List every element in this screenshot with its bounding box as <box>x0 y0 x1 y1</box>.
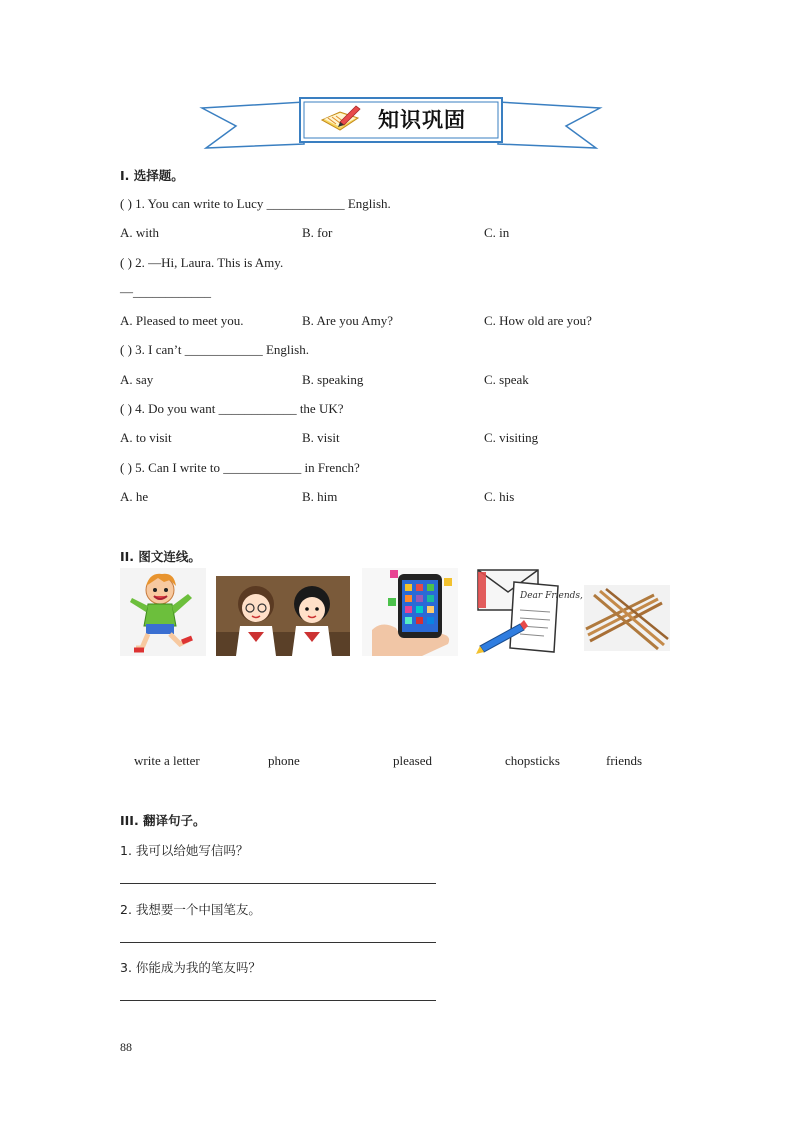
question-4-option-c: C. visiting <box>484 430 539 445</box>
section-heading-choice: I. 选择题。 <box>120 168 184 183</box>
match-word-phone: phone <box>268 753 300 768</box>
section-heading-matching: II. 图文连线。 <box>120 549 201 564</box>
question-3-stem: ( ) 3. I can’t ____________ English. <box>120 342 309 357</box>
question-4-stem: ( ) 4. Do you want ____________ the UK? <box>120 401 344 416</box>
question-1-option-a: A. with <box>120 225 159 240</box>
letter-greeting-text: Dear Friends, <box>520 591 583 601</box>
question-3-option-c: C. speak <box>484 372 529 387</box>
question-1-option-b: B. for <box>302 225 333 240</box>
match-word-friends: friends <box>606 753 643 768</box>
question-4-option-a: A. to visit <box>120 430 172 445</box>
chopsticks-icon <box>584 585 670 651</box>
answer-line-2[interactable] <box>120 942 436 943</box>
phone-icon <box>362 568 458 656</box>
section-heading-translation: III. 翻译句子。 <box>120 813 206 828</box>
notebook-pencil-icon <box>318 104 362 134</box>
question-2-option-a: A. Pleased to meet you. <box>120 313 244 328</box>
page-number: 88 <box>120 1040 132 1054</box>
question-5-option-b: B. him <box>302 489 338 504</box>
happy-boy-icon <box>120 568 206 656</box>
match-word-write-a-letter: write a letter <box>134 753 200 768</box>
question-3-option-a: A. say <box>120 372 154 387</box>
question-1-option-c: C. in <box>484 225 510 240</box>
question-2-option-b: B. Are you Amy? <box>302 313 393 328</box>
question-5-option-c: C. his <box>484 489 515 504</box>
match-word-pleased: pleased <box>393 753 432 768</box>
translation-item-1: 1. 我可以给她写信吗？ <box>120 843 249 858</box>
answer-line-3[interactable] <box>120 1000 436 1001</box>
match-word-chopsticks: chopsticks <box>505 753 560 768</box>
question-4-option-b: B. visit <box>302 430 340 445</box>
question-5-option-a: A. he <box>120 489 149 504</box>
question-2-reply-blank: —____________ <box>120 284 211 299</box>
answer-line-1[interactable] <box>120 883 436 884</box>
question-5-stem: ( ) 5. Can I write to ____________ in French? <box>120 460 360 475</box>
question-1-stem: ( ) 1. You can write to Lucy ____________ English. <box>120 196 391 211</box>
page-title: 知识巩固 <box>378 108 466 132</box>
letter-icon <box>474 566 583 656</box>
question-2-stem: ( ) 2. —Hi, Laura. This is Amy. <box>120 255 284 270</box>
two-girls-icon <box>216 576 350 656</box>
translation-item-2: 2. 我想要一个中国笔友。 <box>120 902 261 917</box>
translation-item-3: 3. 你能成为我的笔友吗？ <box>120 960 261 975</box>
question-3-option-b: B. speaking <box>302 372 364 387</box>
question-2-option-c: C. How old are you? <box>484 313 592 328</box>
